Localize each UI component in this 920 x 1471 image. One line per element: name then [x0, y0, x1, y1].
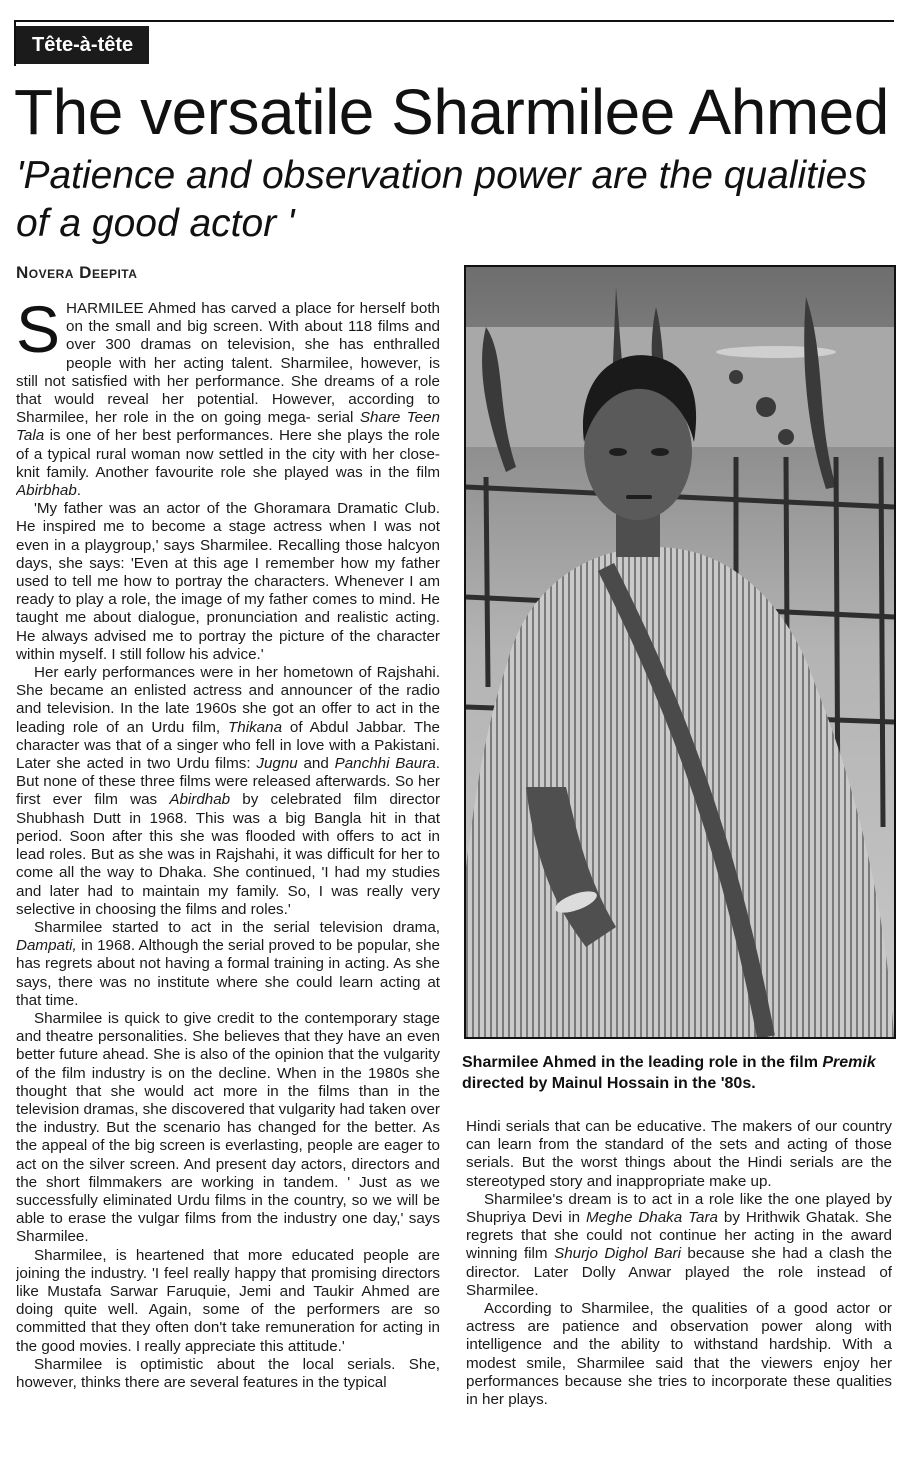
top-rule: [14, 20, 894, 22]
article-paragraph: Sharmilee's dream is to act in a role like the one played by Shupriya Devi in Meghe Dhaka Tara by Hrithwik Ghatak. She regrets that she could not continue her acting in the award winning film Shurjo Dighol Bari because she had a clash the director. Later Dolly Anwar played the role instead of Sharmilee.: [466, 1190, 892, 1299]
article-paragraph: SHARMILEE Ahmed has carved a place for herself both on the small and big screen. With about 118 films and over 300 dramas on television, she has enthralled people with her acting talent. Sharmilee, however, is still not satisfied with her performance. She dreams of a role that would reveal her potential. However, according to Sharmilee, her role in the on going mega- serial Share Teen Tala is one of her best performances. Here she plays the role of a typical rural woman now settled in the city with her close-knit family. Another favourite role she played was in the film Abirbhab.: [16, 300, 440, 500]
film-title: Shurjo Dighol Bari: [554, 1245, 681, 1263]
byline-name: Novera Deepita: [16, 263, 138, 282]
article-paragraph: 'My father was an actor of the Ghoramara Dramatic Club. He inspired me to become a stage actress when I was not even in a playgroup,' says Sharmilee. Recalling those halcyon days, she says: 'Even at this age I remember how my father used to tell me how to portray the characters. Whenever I am ready to play a role, the image of my father comes to mind. He taught me about dialogue, pronunciation and realistic acting. He always advised me to portray the picture of the character within myself. I still follow his advice.': [16, 500, 440, 663]
film-title: Abirbhab: [16, 482, 77, 500]
subhead: 'Patience and observation power are the qualities of a good actor ': [16, 154, 867, 245]
article-column-left: [16, 300, 440, 1460]
caption-film-title: Premik: [822, 1054, 876, 1071]
film-title: Share Teen Tala: [16, 409, 440, 445]
article-paragraph: Hindi serials that can be educative. The makers of our country can learn from the standard of the sets and acting of those serials. But the worst things about the Hindi serials are the stereotyped story and inappropriate make up.: [466, 1118, 892, 1190]
portrait-photo-icon: [466, 267, 894, 1037]
byline: [16, 263, 137, 283]
film-title: Panchhi Baura: [334, 755, 436, 773]
article-paragraph: Sharmilee started to act in the serial television drama, Dampati, in 1968. Although the serial proved to be popular, she has regrets about not having a formal training in acting. As she says, there was no institute where she could learn acting at that time.: [16, 918, 440, 1009]
headline: The versatile Sharmilee Ahmed: [14, 76, 889, 148]
photo-caption: Sharmilee Ahmed in the leading role in the film Premik directed by Mainul Hossain in the '80s.: [462, 1054, 876, 1092]
film-title: Thikana: [227, 718, 283, 736]
section-tag: Tête-à-tête: [16, 26, 149, 64]
film-title: Meghe Dhaka Tara: [585, 1209, 718, 1227]
film-title: Jugnu: [256, 755, 298, 773]
article-paragraph: Her early performances were in her hometown of Rajshahi. She became an enlisted actress and announcer of the radio and television. In the late 1960s she got an offer to act in the leading role of an Urdu film, Thikana of Abdul Jabbar. The character was that of a singer who fell in love with a Pakistani. Later she acted in two Urdu films: Jugnu and Panchhi Baura. But none of these three films were released afterwards. So her first ever film was Abirdhab by celebrated film director Shubhash Dutt in 1968. This was a big Bangla hit in that period. Soon after this she was flooded with offers to act in lead roles. But as she was in Rajshahi, it was difficult for her to come all the way to Dhaka. She continued, 'I had my studies and later had to maintain my family. So, I was really very selective in choosing the films and roles.': [16, 664, 440, 918]
drama-title: Dampati,: [16, 937, 77, 955]
article-paragraph: Sharmilee, is heartened that more educated people are joining the industry. 'I feel really happy that promising directors like Mustafa Sarwar Faruquie, Jemi and Taukir Ahmed are doing quite well. Again, some of the performers are so committed that they often don't take remuneration for acting in the good movies. I really appreciate this attitude.': [16, 1246, 440, 1355]
drop-cap: S: [16, 300, 61, 366]
article-paragraph: Sharmilee is quick to give credit to the contemporary stage and theatre personalities. She believes that they have an even better future ahead. She is also of the opinion that the vulgarity of the film industry is on the decline. When in the 1980s she thought that she would act more in the films than in the television dramas, she discovered that vulgarity had taken over the industry. But the scenario has changed for the better. As the appeal of the big screen is everlasting, people are eager to act on the silver screen. And present day actors, directors and the short filmmakers are working in tandem. ' Just as we successfully eliminated Urdu films in the country, so we will be able to erase the vulgar films from the industry one day,' says Sharmilee.: [16, 1009, 440, 1246]
article-column-right: [466, 1118, 892, 1418]
portrait-photo: [464, 265, 896, 1039]
film-title: Abirdhab: [169, 791, 231, 809]
article-paragraph: Sharmilee is optimistic about the local serials. She, however, thinks there are several features in the typical: [16, 1355, 440, 1391]
article-paragraph: According to Sharmilee, the qualities of a good actor or actress are patience and observation power along with intelligence and the ability to withstand hardship. With a modest smile, Sharmilee said that the viewers enjoy her performances because she tries to incorporate these qualities in her plays.: [466, 1300, 892, 1409]
